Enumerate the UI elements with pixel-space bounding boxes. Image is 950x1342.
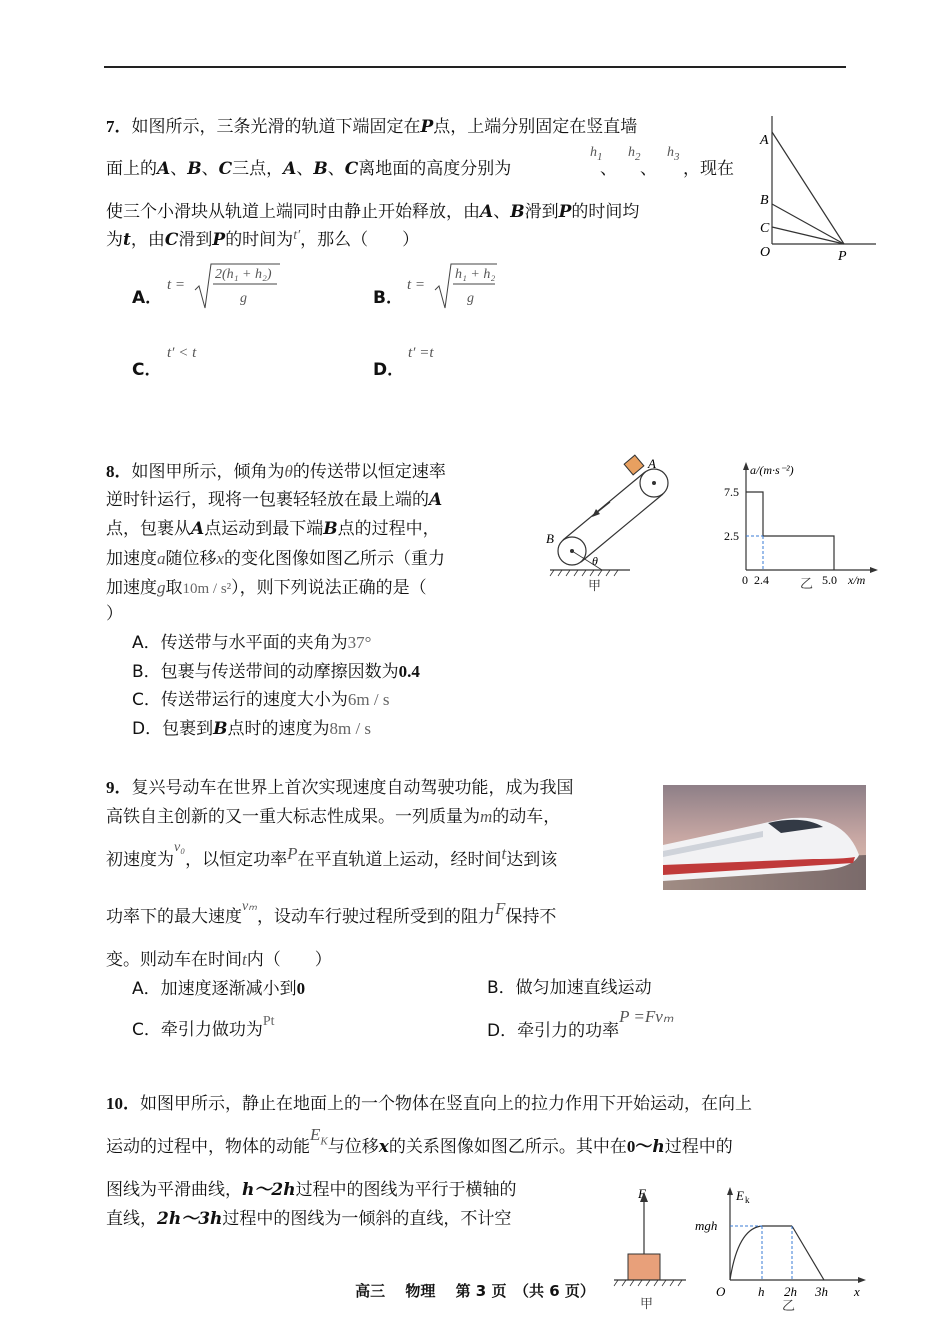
svg-text:2(h₁ + h₂): 2(h₁ + h₂) [215,267,272,282]
q7-option-d-label[interactable]: D． [373,360,405,380]
q9-line-5: 变。则动车在时间t内（ ） [106,950,332,970]
q8-line-4: 加速度a随位移x的变化图像如图乙所示（重力 [106,549,446,569]
svg-text:θ: θ [592,554,598,568]
svg-text:a/(m·s⁻²): a/(m·s⁻²) [750,463,794,477]
svg-text:x/m: x/m [848,573,866,587]
fig-label-o: O [760,245,771,260]
svg-text:k: k [745,1195,750,1205]
q7-option-c-formula: t′ < t [167,345,197,361]
q7-sep-1: 、 [600,159,617,179]
q7-line-1: 7．如图所示，三条光滑的轨道下端固定在P点，上端分别固定在竖直墙 [106,117,638,137]
fig-label-b: B [760,193,769,208]
q7-track-diagram [752,112,880,264]
svg-text:g: g [240,291,247,306]
svg-text:F: F [638,1186,646,1201]
svg-text:2h: 2h [784,1284,797,1299]
q8-option-a[interactable]: A．传送带与水平面的夹角为37° [132,633,372,653]
q10-line-2: 运动的过程中，物体的动能$E_K$与位移x的关系图像如图乙所示。其中在0～h过程中的 [106,1125,733,1157]
q8-option-c[interactable]: C．传送带运行的速度大小为6m / s [132,690,390,710]
q9-line-1: 9．复兴号动车在世界上首次实现速度自动驾驶功能，成为我国 [106,778,574,798]
q8-conveyor-diagram [540,452,690,597]
q8-line-5: 加速度g取10m / s²），则下列说法正确的是（ [106,578,427,598]
q7-line-3: 使三个小滑块从轨道上端同时由静止开始释放，由A、B滑到P的时间均 [106,202,640,222]
svg-text:E: E [736,1188,744,1203]
svg-text:5.0: 5.0 [822,573,837,587]
svg-text:B: B [546,531,554,546]
svg-text:3h: 3h [815,1284,828,1299]
header-rule [104,66,846,68]
q7-heights: $h_1$ [590,145,603,163]
q9-line-4: 功率下的最大速度$^{v_m}$，设动车行驶过程所受到的阻力F保持不 [106,899,557,927]
q7-option-d-formula: t′ =t [408,345,434,361]
q10-line-4: 直线，2h～3h过程中的图线为一倾斜的直线，不计空 [106,1209,512,1229]
q7-sep-2: 、 [640,159,657,179]
q7-option-b-formula [405,256,505,312]
q7-line-4: 为t，由C滑到P的时间为$^{t'}$，那么（ ） [106,228,420,250]
q10-line-1: 10．如图甲所示，静止在地面上的一个物体在竖直向上的拉力作用下开始运动，在向上 [106,1094,752,1114]
svg-text:h₁ + h₂: h₁ + h₂ [455,267,496,282]
q9-option-c[interactable]: C．牵引力做功为$^{Pt}$ [132,1014,275,1040]
q9-line-2: 高铁自主创新的又一重大标志性成果。一列质量为m的动车， [106,807,561,827]
q8-option-d[interactable]: D．包裹到B点时的速度为8m / s [132,719,372,739]
q8-acceleration-chart [720,458,880,593]
q8-line-2: 逆时针运行，现将一包裹轻轻放在最上端的A [106,490,443,510]
q7-h3: $h_3$ [667,145,680,163]
svg-text:x: x [854,1284,860,1299]
q8-option-b[interactable]: B．包裹与传送带间的动摩擦因数为0.4 [132,662,420,682]
q9-option-a[interactable]: A．加速度逐渐减小到0 [132,979,306,999]
svg-text:t =: t = [407,277,426,293]
svg-text:h: h [758,1284,765,1299]
svg-text:g: g [467,291,474,306]
high-speed-train-image [663,785,866,890]
svg-text:乙: 乙 [782,1298,796,1313]
svg-text:甲: 甲 [640,1296,654,1311]
q8-line-6: ） [106,604,123,624]
q9-line-3: 初速度为$^{v_0}$，以恒定功率P在平直轨道上运动，经时间t达到该 [106,840,558,870]
q7-option-a-formula [165,256,285,312]
svg-text:mgh: mgh [695,1218,718,1233]
q7-line-2: 面上的A、B、C三点，A、B、C离地面的高度分别为 [106,159,512,179]
svg-text:7.5: 7.5 [724,485,739,499]
svg-text:A: A [648,456,656,471]
q7-option-b-label[interactable]: B． [373,288,403,308]
q8-line-3: 点，包裹从A点运动到最下端B点的过程中， [106,519,440,539]
q8-line-1: 8．如图甲所示，倾角为θ的传送带以恒定速率 [106,462,446,482]
q9-option-d[interactable]: D．牵引力的功率P =Fvₘ [487,1007,674,1041]
q7-option-c-label[interactable]: C． [132,360,162,380]
svg-text:乙: 乙 [800,576,814,591]
q9-option-b[interactable]: B．做匀加速直线运动 [487,978,652,998]
fig-label-p: P [838,249,847,264]
svg-text:0: 0 [742,573,748,587]
q7-option-a-label[interactable]: A． [132,288,163,308]
svg-text:甲: 甲 [588,578,602,593]
fig-label-c: C [760,221,770,236]
svg-text:t =: t = [167,277,186,293]
q7-h2: $h_2$ [628,145,641,163]
page-footer: 高三 物理 第 3 页 （共 6 页） [355,1282,595,1300]
fig-label-a: A [760,133,769,148]
svg-text:2.5: 2.5 [724,529,739,543]
q7-line-2-end: ，现在 [683,159,734,179]
q10-line-3: 图线为平滑曲线，h～2h过程中的图线为平行于横轴的 [106,1180,517,1200]
svg-text:O: O [716,1284,726,1299]
svg-text:2.4: 2.4 [754,573,769,587]
